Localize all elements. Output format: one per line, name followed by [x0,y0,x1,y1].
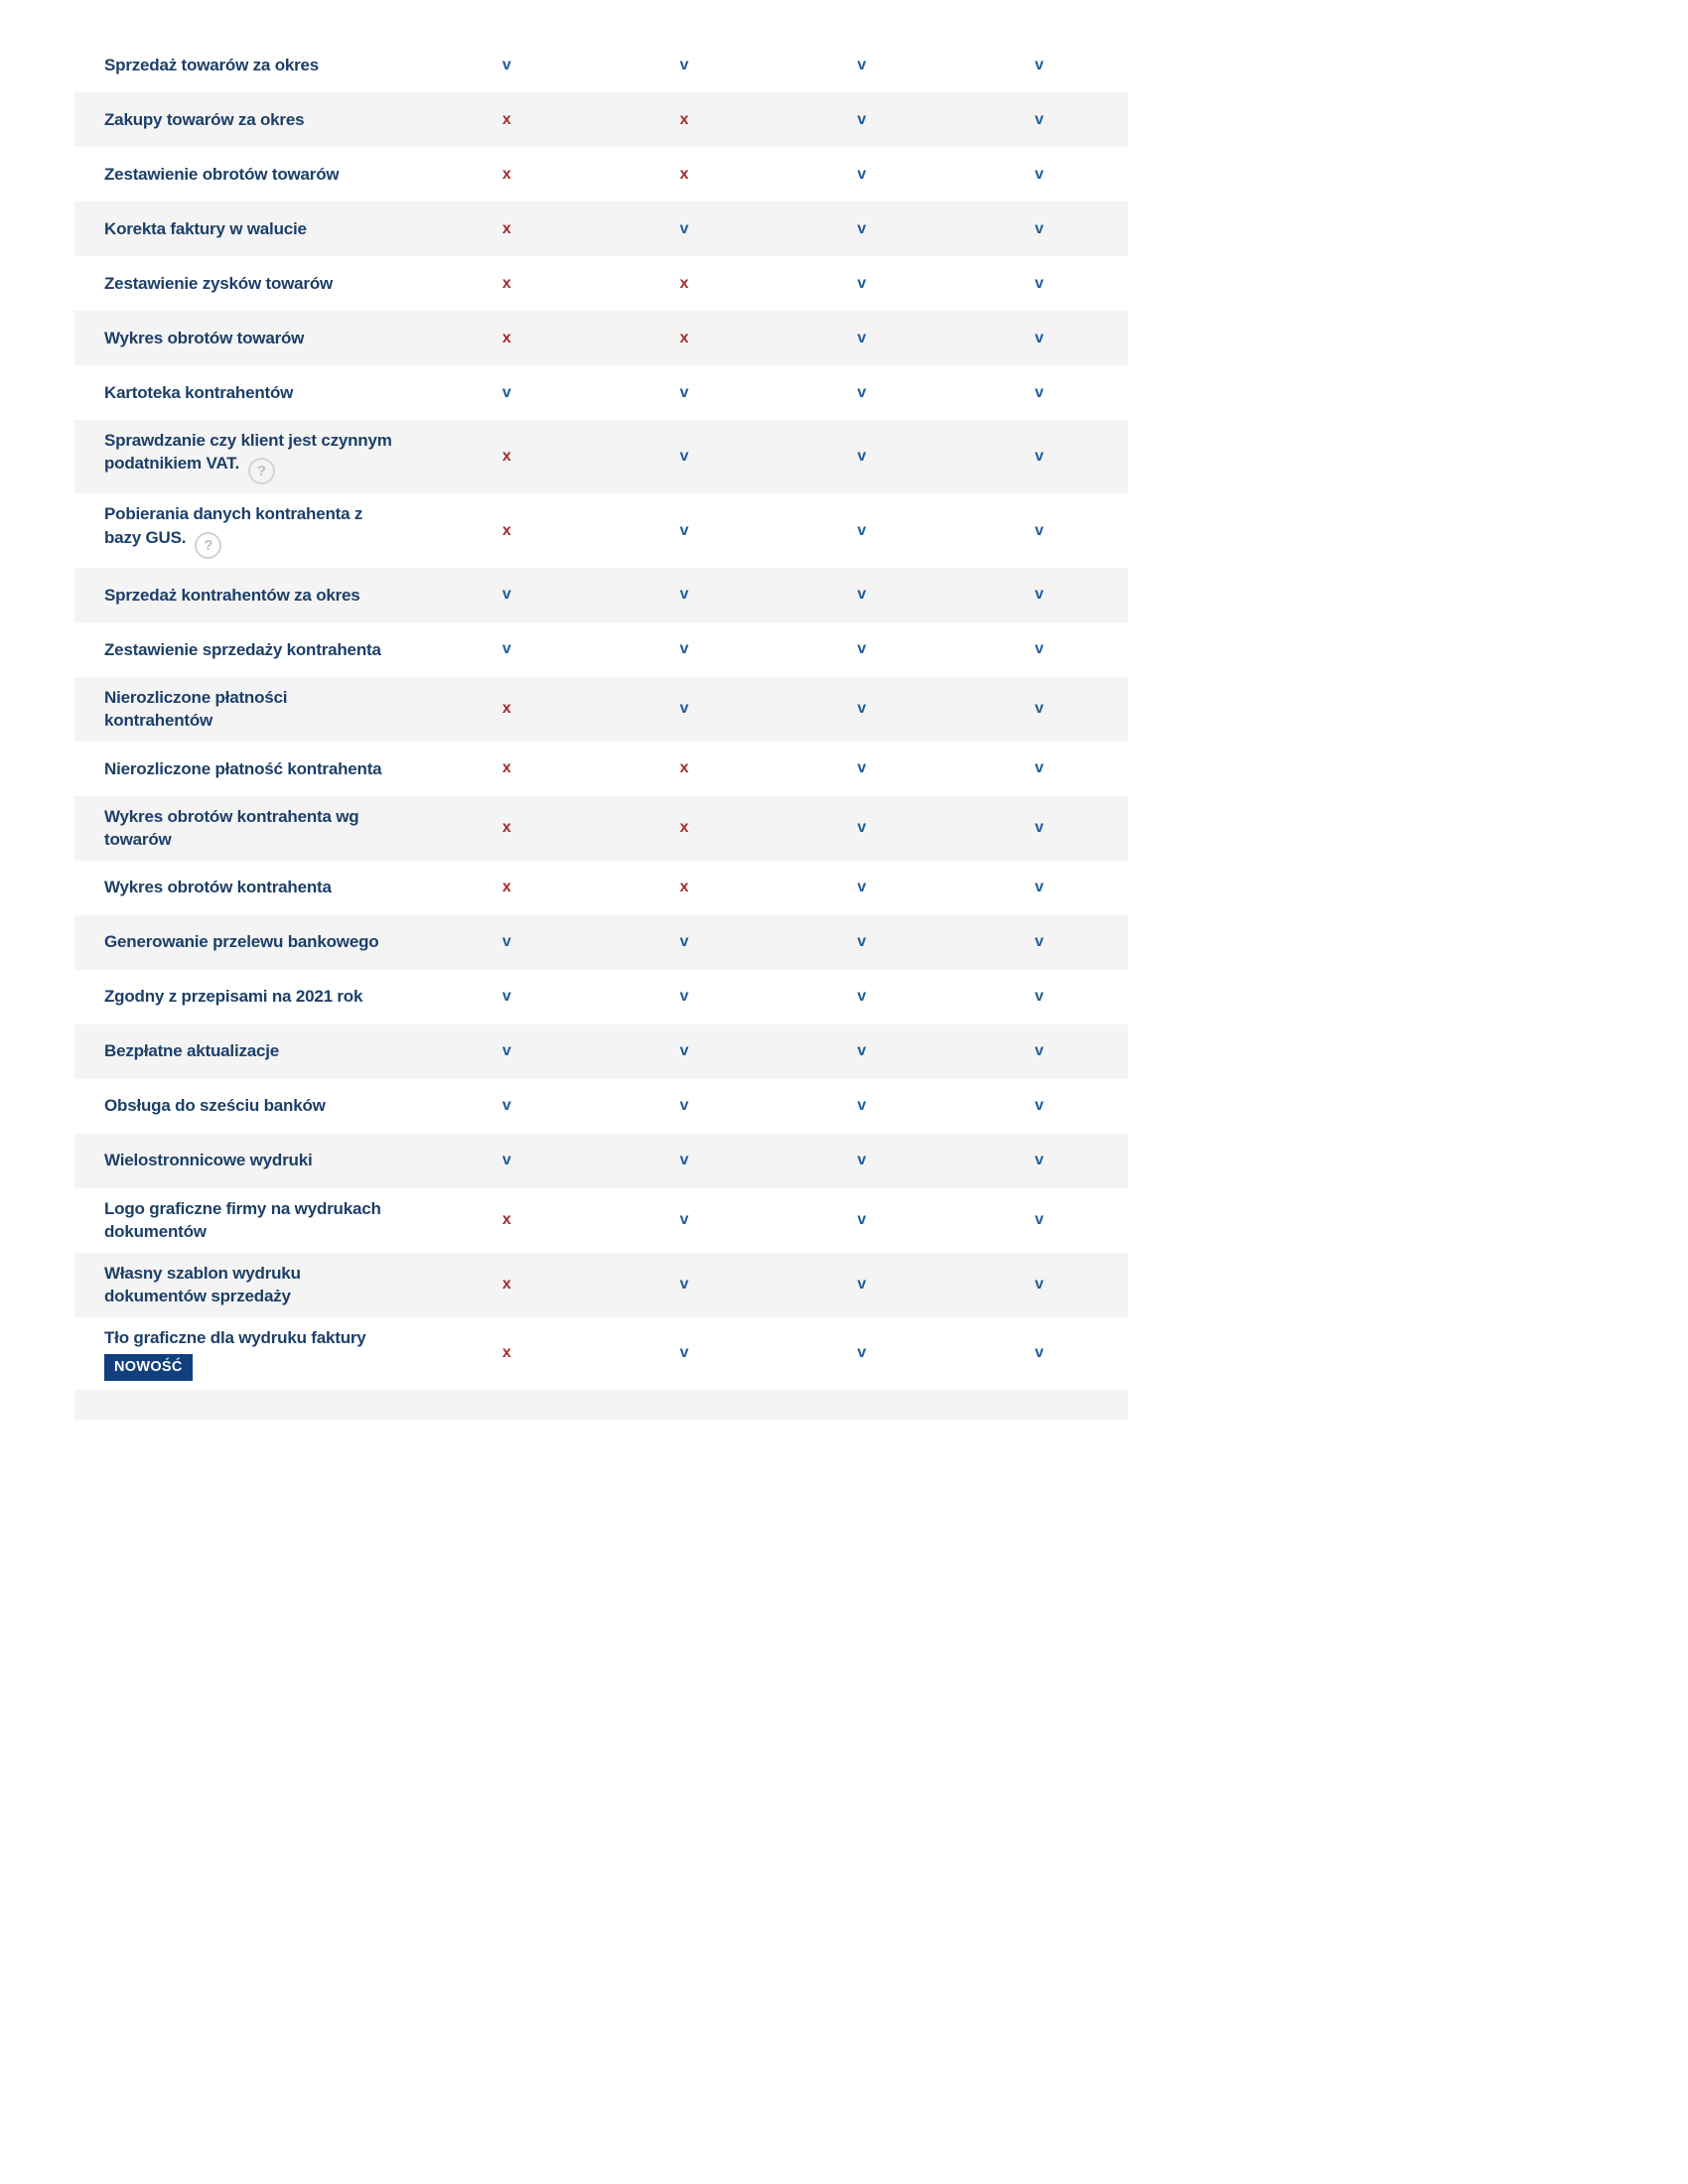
new-feature-badge: NOWOŚĆ [104,1354,193,1381]
feature-label-text: Nierozliczone płatność kontrahenta [104,758,382,778]
feature-included-mark: v [1035,274,1045,292]
table-row [74,796,1128,861]
feature-label-text: Zakupy towarów za okres [104,109,305,129]
feature-included-mark: v [857,1276,867,1294]
feature-excluded-mark: x [679,759,689,777]
feature-included-mark: v [679,1211,689,1229]
feature-included-mark: v [679,1152,689,1169]
feature-included-mark: v [679,700,689,718]
feature-label [74,108,418,131]
feature-included-mark: v [501,1042,511,1060]
feature-label-text: Własny szablon wydruku dokumentów sprzedaży [104,1263,301,1306]
feature-included-mark: v [1035,1211,1045,1229]
feature-included-mark: v [857,1152,867,1169]
feature-included-mark: v [1035,110,1045,128]
feature-label-text: Wykres obrotów kontrahenta wg towarów [104,806,359,850]
table-row [74,1188,1128,1253]
feature-excluded-mark: x [501,1276,511,1294]
feature-included-mark: v [501,640,511,658]
feature-included-mark: v [679,1344,689,1362]
feature-excluded-mark: x [501,329,511,346]
feature-label-text: Korekta faktury w walucie [104,218,307,238]
feature-included-mark: v [857,219,867,237]
feature-label [74,1326,418,1381]
feature-included-mark: v [1035,165,1045,183]
feature-label-text: Bezpłatne aktualizacje [104,1041,280,1061]
feature-included-mark: v [857,383,867,401]
feature-included-mark: v [679,521,689,539]
feature-included-mark: v [857,56,867,73]
feature-included-mark: v [679,1097,689,1115]
feature-included-mark: v [857,640,867,658]
feature-excluded-mark: x [501,448,511,466]
feature-included-mark: v [857,988,867,1006]
help-question-icon[interactable]: ? [248,458,275,484]
feature-label [74,686,418,733]
feature-included-mark: v [501,383,511,401]
feature-label [74,381,418,404]
feature-label [74,502,418,558]
feature-label [74,163,418,186]
feature-included-mark: v [857,933,867,951]
feature-label-text: Wielostronnicowe wydruki [104,1151,313,1170]
feature-label [74,1262,418,1308]
feature-label [74,876,418,898]
feature-included-mark: v [1035,1097,1045,1115]
feature-excluded-mark: x [501,1344,511,1362]
table-row [74,677,1128,742]
feature-included-mark: v [679,988,689,1006]
feature-included-mark: v [501,586,511,604]
feature-included-mark: v [1035,1042,1045,1060]
feature-label-text: Sprzedaż kontrahentów za okres [104,585,360,605]
feature-included-mark: v [501,1097,511,1115]
feature-included-mark: v [857,448,867,466]
feature-included-mark: v [501,988,511,1006]
feature-excluded-mark: x [679,879,689,896]
feature-included-mark: v [1035,879,1045,896]
feature-comparison-table [74,38,1128,1420]
table-row [74,202,1128,256]
feature-label [74,985,418,1008]
help-question-icon[interactable]: ? [195,532,221,559]
feature-label [74,584,418,607]
feature-label [74,217,418,240]
feature-included-mark: v [501,1152,511,1169]
table-row [74,493,1128,567]
table-row [74,915,1128,970]
table-row [74,1079,1128,1134]
table-row [74,568,1128,622]
feature-included-mark: v [1035,219,1045,237]
feature-included-mark: v [857,700,867,718]
table-row [74,365,1128,420]
table-row [74,92,1128,147]
feature-label-text: Zestawienie sprzedaży kontrahenta [104,639,381,659]
feature-label-text: Kartoteka kontrahentów [104,382,294,402]
feature-label [74,1039,418,1062]
feature-excluded-mark: x [501,759,511,777]
feature-excluded-mark: x [679,274,689,292]
feature-label [74,1197,418,1244]
feature-excluded-mark: x [501,165,511,183]
feature-excluded-mark: x [679,165,689,183]
feature-label [74,757,418,780]
feature-label [74,54,418,76]
table-row [74,742,1128,796]
feature-included-mark: v [679,1042,689,1060]
feature-label-text: Nierozliczone płatności kontrahentów [104,687,288,731]
feature-label [74,1149,418,1171]
feature-label [74,327,418,349]
feature-included-mark: v [1035,700,1045,718]
table-row [74,1024,1128,1079]
feature-included-mark: v [857,165,867,183]
feature-included-mark: v [501,933,511,951]
feature-excluded-mark: x [501,879,511,896]
feature-excluded-mark: x [501,819,511,837]
feature-included-mark: v [857,586,867,604]
feature-excluded-mark: x [501,110,511,128]
feature-included-mark: v [679,56,689,73]
feature-included-mark: v [857,1211,867,1229]
feature-label-text: Zestawienie obrotów towarów [104,164,340,184]
feature-included-mark: v [1035,383,1045,401]
feature-label-text: Zestawienie zysków towarów [104,273,334,293]
feature-included-mark: v [857,1042,867,1060]
feature-included-mark: v [501,56,511,73]
feature-included-mark: v [1035,521,1045,539]
feature-included-mark: v [1035,329,1045,346]
feature-excluded-mark: x [501,219,511,237]
feature-included-mark: v [1035,586,1045,604]
feature-included-mark: v [857,521,867,539]
feature-label-text: Generowanie przelewu bankowego [104,932,379,952]
feature-excluded-mark: x [679,329,689,346]
feature-included-mark: v [1035,933,1045,951]
feature-excluded-mark: x [679,110,689,128]
feature-included-mark: v [1035,759,1045,777]
table-row [74,147,1128,202]
feature-included-mark: v [1035,988,1045,1006]
feature-included-mark: v [857,329,867,346]
feature-included-mark: v [857,759,867,777]
feature-included-mark: v [1035,819,1045,837]
feature-excluded-mark: x [501,700,511,718]
table-row [74,1134,1128,1188]
feature-included-mark: v [857,1097,867,1115]
feature-included-mark: v [1035,56,1045,73]
feature-excluded-mark: x [679,819,689,837]
feature-included-mark: v [679,1276,689,1294]
feature-label [74,930,418,953]
table-row [74,420,1128,493]
feature-included-mark: v [1035,1276,1045,1294]
feature-label-text: Pobierania danych kontrahenta z bazy GUS. [104,504,363,547]
table-row [74,311,1128,365]
feature-label-text: Obsługa do sześciu banków [104,1096,326,1116]
feature-label-text: Tło graficzne dla wydruku faktury [104,1327,366,1347]
feature-excluded-mark: x [501,274,511,292]
feature-label [74,638,418,661]
feature-included-mark: v [679,933,689,951]
table-row [74,970,1128,1024]
feature-included-mark: v [679,219,689,237]
feature-excluded-mark: x [501,521,511,539]
table-row [74,622,1128,677]
table-row [74,1253,1128,1317]
badge-line [104,1349,392,1381]
feature-included-mark: v [679,586,689,604]
feature-label-text: Sprawdzanie czy klient jest czynnym podatnikiem VAT. [104,431,392,474]
table-row [74,1317,1128,1390]
feature-label-text: Logo graficzne firmy na wydrukach dokumentów [104,1198,381,1242]
table-row [74,861,1128,915]
feature-label-text: Sprzedaż towarów za okres [104,55,320,74]
table-row [74,38,1128,92]
feature-included-mark: v [679,448,689,466]
feature-included-mark: v [1035,640,1045,658]
feature-included-mark: v [857,274,867,292]
feature-included-mark: v [1035,1344,1045,1362]
feature-label-text: Wykres obrotów towarów [104,328,305,347]
feature-included-mark: v [857,110,867,128]
feature-included-mark: v [857,1344,867,1362]
feature-label [74,805,418,852]
feature-included-mark: v [679,383,689,401]
feature-included-mark: v [679,640,689,658]
feature-label-text: Zgodny z przepisami na 2021 rok [104,987,363,1007]
feature-label-text: Wykres obrotów kontrahenta [104,878,332,897]
table-row [74,256,1128,311]
feature-included-mark: v [857,879,867,896]
feature-included-mark: v [1035,1152,1045,1169]
feature-excluded-mark: x [501,1211,511,1229]
feature-label [74,1094,418,1117]
feature-label [74,429,418,484]
feature-included-mark: v [857,819,867,837]
table-footer-strip [74,1390,1128,1420]
feature-included-mark: v [1035,448,1045,466]
feature-label [74,272,418,295]
